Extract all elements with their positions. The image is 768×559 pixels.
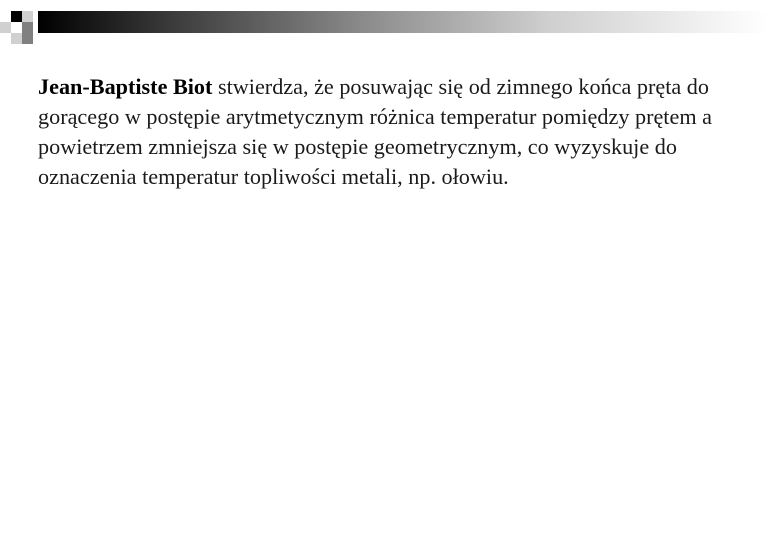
- header-decoration: [0, 0, 768, 48]
- body-paragraph: [38, 72, 738, 192]
- deco-square: [0, 22, 11, 33]
- author-name: Jean-Baptiste Biot: [38, 74, 213, 99]
- paragraph-text: stwierdza, że posuwając się od zimnego końca pręta do gorącego w postępie arytmetycznym różnica temperatur pomiędzy prętem a powietrzem zmniejsza się w postępie geometrycznym, co wyzyskuje do oznaczenia temperatur topliwości metali, np. ołowiu.: [38, 74, 712, 189]
- deco-square: [11, 11, 22, 22]
- deco-square: [22, 22, 33, 33]
- deco-square: [11, 33, 22, 44]
- deco-square: [22, 33, 33, 44]
- deco-square: [22, 11, 33, 22]
- gradient-bar: [38, 11, 768, 33]
